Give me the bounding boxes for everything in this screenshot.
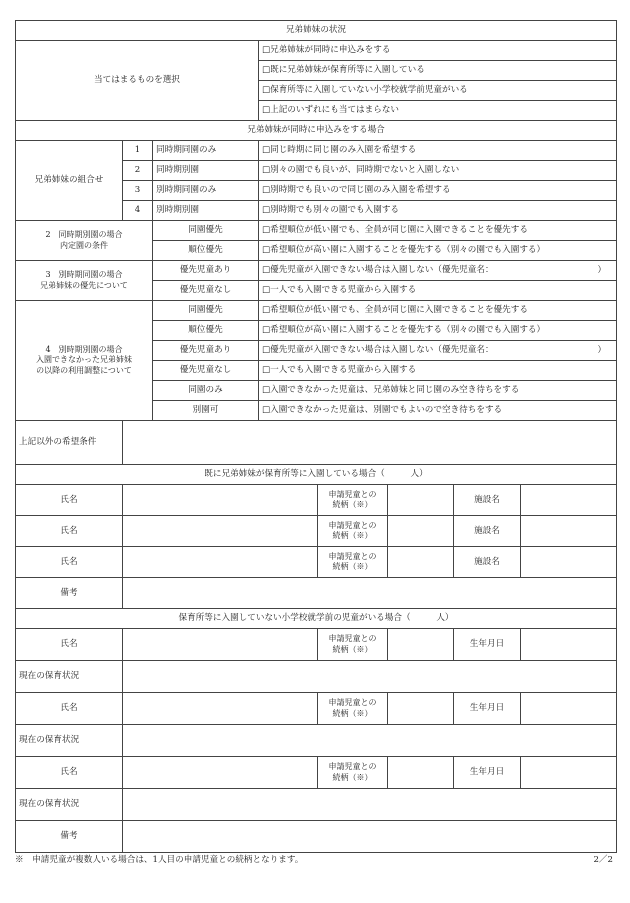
combo-name: 同時期別園 [153,161,259,181]
page-number: 2／2 [593,855,613,865]
group4-label [16,301,153,421]
option-already-enrolled[interactable]: □既に兄弟姉妹が保育所等に入園している [259,61,617,81]
remarks-field[interactable] [123,821,617,853]
close-paren: ） [597,265,607,276]
combo-option[interactable]: □別時期でも良いので同じ園のみ入園を希望する [259,181,617,201]
care-status-label: 現在の保育状況 [16,725,123,757]
relationship-field[interactable] [388,757,454,789]
relationship-field[interactable] [388,629,454,661]
group4-label-line3: の以降の利用調整について [36,365,132,375]
combo-option[interactable]: □別時期でも別々の園でも入園する [259,201,617,221]
group4-option-name: 同園優先 [153,301,259,321]
name-label: 氏名 [16,516,123,547]
relationship-label-line1: 申請児童との [328,762,377,772]
other-conditions-field[interactable] [123,421,617,465]
name-label: 氏名 [16,485,123,516]
group4-option-name: 優先児童あり [153,341,259,361]
care-status-label: 現在の保育状況 [16,789,123,821]
relationship-field[interactable] [388,547,454,578]
name-field[interactable] [123,757,318,789]
group4-option[interactable]: □希望順位が高い園に入園することを優先する（別々の園でも入園する） [259,321,617,341]
option-simultaneous-application[interactable]: □兄弟姉妹が同時に申込みをする [259,41,617,61]
group4-label-line2: 入園できなかった兄弟姉妹 [36,355,132,365]
birthdate-field[interactable] [521,693,617,725]
section-title-preschool: 保育所等に入園していない小学校就学前の児童がいる場合（ 人） [16,609,617,629]
birthdate-field[interactable] [521,757,617,789]
combo-number: 4 [123,201,153,221]
group2-option[interactable]: □希望順位が高い園に入園することを優先する（別々の園でも入園する） [259,241,617,261]
group4-option[interactable]: □一人でも入園できる児童から入園する [259,361,617,381]
relationship-label-line2: 続柄（※） [332,772,373,782]
combo-option[interactable]: □同じ時期に同じ園のみ入園を希望する [259,141,617,161]
remarks-label: 備考 [16,578,123,609]
group3-label-line1: 3 別時期同園の場合 [45,270,123,280]
birthdate-label: 生年月日 [454,629,521,661]
group4-option[interactable]: □入園できなかった児童は、別園でもよいので空き待ちをする [259,401,617,421]
option-preschool-not-enrolled[interactable]: □保育所等に入園していない小学校就学前児童がいる [259,81,617,101]
relationship-label-line1: 申請児童との [328,551,377,561]
group4-option-text: □優先児童が入園できない場合は入園しない（優先児童名： [262,345,494,356]
group4-label-line1: 4 別時期別園の場合 [45,344,123,354]
combo-name: 別時期同園のみ [153,181,259,201]
group4-option-priority[interactable] [259,341,617,361]
other-conditions-label: 上記以外の希望条件 [16,421,123,465]
section-title-already-enrolled: 既に兄弟姉妹が保育所等に入園している場合（ 人） [16,465,617,485]
name-field[interactable] [123,547,318,578]
group4-option-name: 同園のみ [153,381,259,401]
sibling-combination-label: 兄弟姉妹の組合せ [16,141,123,221]
relationship-label [318,485,388,516]
care-status-field[interactable] [123,661,617,693]
group3-option[interactable]: □一人でも入園できる児童から入園する [259,281,617,301]
care-status-label: 現在の保育状況 [16,661,123,693]
group3-label [16,261,153,301]
relationship-label-line1: 申請児童との [328,520,377,530]
relationship-label [318,629,388,661]
group2-option-name: 同園優先 [153,221,259,241]
siblings-form-table [15,20,617,853]
relationship-label-line1: 申請児童との [328,698,377,708]
relationship-label [318,547,388,578]
birthdate-label: 生年月日 [454,757,521,789]
group3-option-text: □優先児童が入園できない場合は入園しない（優先児童名： [262,265,494,276]
relationship-label-line2: 続柄（※） [332,562,373,571]
combo-number: 1 [123,141,153,161]
group2-label-line1: 2 同時期別園の場合 [45,230,123,240]
relationship-label-line1: 申請児童との [328,489,377,499]
name-field[interactable] [123,693,318,725]
option-none-applicable[interactable]: □上記のいずれにも当てはまらない [259,101,617,121]
facility-field[interactable] [521,485,617,516]
relationship-label-line2: 続柄（※） [332,531,373,540]
relationship-label-line2: 続柄（※） [332,708,373,718]
combo-number: 3 [123,181,153,201]
relationship-label-line1: 申請児童との [328,634,377,644]
select-applicable-label: 当てはまるものを選択 [16,41,259,121]
group2-option[interactable]: □希望順位が低い園でも、全員が同じ園に入園できることを優先する [259,221,617,241]
facility-label: 施設名 [454,485,521,516]
group3-option-name: 優先児童なし [153,281,259,301]
care-status-field[interactable] [123,725,617,757]
group3-label-line2: 兄弟姉妹の優先について [40,280,128,290]
remarks-label: 備考 [16,821,123,853]
group4-option-name: 別園可 [153,401,259,421]
section-title-simultaneous: 兄弟姉妹が同時に申込みをする場合 [16,121,617,141]
relationship-field[interactable] [388,485,454,516]
relationship-label [318,516,388,547]
name-label: 氏名 [16,757,123,789]
combo-name: 同時期同園のみ [153,141,259,161]
facility-field[interactable] [521,516,617,547]
footnote: ※ 申請児童が複数人いる場合は、1人目の申請児童との続柄となります。 [15,855,304,865]
relationship-label [318,757,388,789]
relationship-field[interactable] [388,693,454,725]
relationship-field[interactable] [388,516,454,547]
group4-option[interactable]: □希望順位が低い園でも、全員が同じ園に入園できることを優先する [259,301,617,321]
close-paren: ） [597,345,607,356]
group3-option-priority[interactable] [259,261,617,281]
name-field[interactable] [123,629,318,661]
facility-label: 施設名 [454,547,521,578]
care-status-field[interactable] [123,789,617,821]
group4-option[interactable]: □入園できなかった児童は、兄弟姉妹と同じ園のみ空き待ちをする [259,381,617,401]
section-title-siblings-status: 兄弟姉妹の状況 [16,21,617,41]
name-field[interactable] [123,516,318,547]
facility-label: 施設名 [454,516,521,547]
group2-label-line2: 内定園の条件 [60,240,108,250]
name-field[interactable] [123,485,318,516]
combo-name: 別時期別園 [153,201,259,221]
group3-option-name: 優先児童あり [153,261,259,281]
group4-option-name: 優先児童なし [153,361,259,381]
relationship-label-line2: 続柄（※） [332,644,373,654]
facility-field[interactable] [521,547,617,578]
combo-option[interactable]: □別々の園でも良いが、同時期でないと入園しない [259,161,617,181]
relationship-label-line2: 続柄（※） [332,500,373,509]
group2-label [16,221,153,261]
name-label: 氏名 [16,693,123,725]
birthdate-label: 生年月日 [454,693,521,725]
group4-option-name: 順位優先 [153,321,259,341]
name-label: 氏名 [16,629,123,661]
group2-option-name: 順位優先 [153,241,259,261]
combo-number: 2 [123,161,153,181]
remarks-field[interactable] [123,578,617,609]
relationship-label [318,693,388,725]
birthdate-field[interactable] [521,629,617,661]
name-label: 氏名 [16,547,123,578]
